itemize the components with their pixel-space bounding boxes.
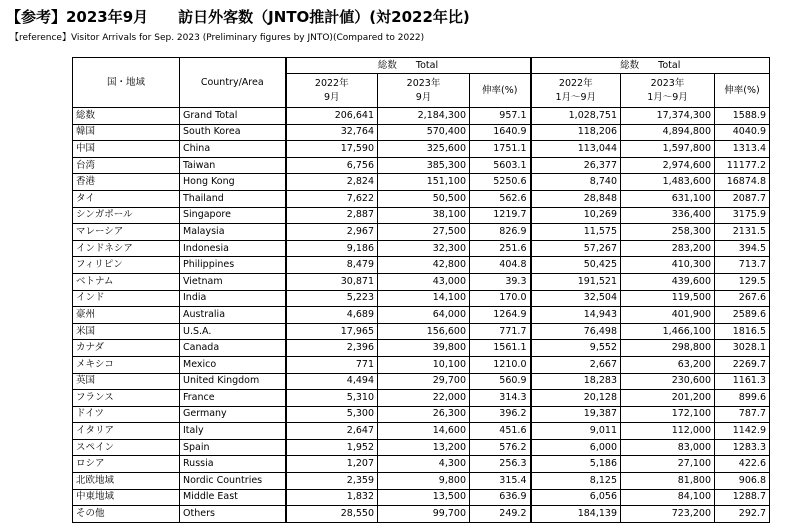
cell-y-rate: 267.6 [715, 290, 770, 307]
cell-y2022: 10,269 [531, 207, 621, 224]
cell-m2023: 64,000 [378, 307, 470, 324]
cell-m2023: 13,200 [378, 439, 470, 456]
cell-y2022: 6,000 [531, 439, 621, 456]
cell-country-en: Philippines [180, 257, 286, 274]
cell-y2022: 57,267 [531, 240, 621, 257]
cell-y2022: 113,044 [531, 141, 621, 158]
cell-y2022: 26,377 [531, 157, 621, 174]
cell-m2022: 17,590 [286, 141, 378, 158]
cell-m2022: 2,647 [286, 423, 378, 440]
cell-m2022: 30,871 [286, 273, 378, 290]
cell-m-rate: 1561.1 [470, 340, 531, 357]
cell-y-rate: 906.8 [715, 473, 770, 490]
cell-country-jp: 総数 [73, 108, 180, 125]
cell-y2023: 258,300 [621, 224, 715, 241]
cell-country-en: Mexico [180, 356, 286, 373]
table-row [73, 273, 770, 290]
cell-m-rate: 1219.7 [470, 207, 531, 224]
cell-y2022: 28,848 [531, 190, 621, 207]
cell-m-rate: 5250.6 [470, 174, 531, 191]
cell-m-rate: 1264.9 [470, 307, 531, 324]
page-title: 【参考】2023年9月 訪日外客数（JNTO推計値）(対2022年比) [6, 8, 470, 26]
header-row-group [73, 58, 770, 74]
cell-m-rate: 404.8 [470, 257, 531, 274]
cell-y2023: 283,200 [621, 240, 715, 257]
cell-country-en: Hong Kong [180, 174, 286, 191]
table-row [73, 506, 770, 523]
cell-y2022: 1,028,751 [531, 108, 621, 125]
table-row [73, 373, 770, 390]
cell-y-rate: 2131.5 [715, 224, 770, 241]
cell-m2022: 2,396 [286, 340, 378, 357]
table-row [73, 240, 770, 257]
cell-y2023: 81,800 [621, 473, 715, 490]
table-row [73, 307, 770, 324]
cell-y2022: 9,011 [531, 423, 621, 440]
cell-y2023: 172,100 [621, 406, 715, 423]
cell-m-rate: 396.2 [470, 406, 531, 423]
cell-m2023: 570,400 [378, 124, 470, 141]
cell-y2022: 184,139 [531, 506, 621, 523]
cell-y2022: 50,425 [531, 257, 621, 274]
cell-y-rate: 4040.9 [715, 124, 770, 141]
table-row [73, 473, 770, 490]
header-group-ytd: 総数 Total [531, 58, 770, 74]
cell-country-jp: 中東地域 [73, 489, 180, 506]
cell-y2023: 439,600 [621, 273, 715, 290]
cell-country-jp: その他 [73, 506, 180, 523]
cell-y2023: 298,800 [621, 340, 715, 357]
cell-y-rate: 1161.3 [715, 373, 770, 390]
table-row [73, 456, 770, 473]
header-m2023: 2023年 9月 [378, 74, 470, 108]
cell-m2023: 29,700 [378, 373, 470, 390]
cell-m2022: 5,223 [286, 290, 378, 307]
page-subtitle: 【reference】Visitor Arrivals for Sep. 2023 (Preliminary figures by JNTO)(Compared to 2022) [10, 33, 425, 43]
cell-m2023: 14,100 [378, 290, 470, 307]
header-y2022: 2022年 1月～9月 [531, 74, 621, 108]
cell-m2023: 39,800 [378, 340, 470, 357]
table-row [73, 108, 770, 125]
header-m2022: 2022年 9月 [286, 74, 378, 108]
cell-m2023: 9,800 [378, 473, 470, 490]
cell-y2022: 5,186 [531, 456, 621, 473]
cell-m2023: 385,300 [378, 157, 470, 174]
cell-m2022: 8,479 [286, 257, 378, 274]
cell-m2022: 4,494 [286, 373, 378, 390]
table-row [73, 439, 770, 456]
cell-country-en: Middle East [180, 489, 286, 506]
header-country-en: Country/Area [180, 58, 286, 108]
cell-y2022: 18,283 [531, 373, 621, 390]
cell-y-rate: 292.7 [715, 506, 770, 523]
cell-m2022: 206,641 [286, 108, 378, 125]
table-row [73, 207, 770, 224]
cell-y2023: 119,500 [621, 290, 715, 307]
cell-m-rate: 636.9 [470, 489, 531, 506]
cell-m2022: 1,952 [286, 439, 378, 456]
table-row [73, 157, 770, 174]
cell-country-jp: マレーシア [73, 224, 180, 241]
cell-m-rate: 39.3 [470, 273, 531, 290]
cell-m2022: 2,824 [286, 174, 378, 191]
cell-y2023: 27,100 [621, 456, 715, 473]
cell-y2023: 410,300 [621, 257, 715, 274]
table-row [73, 290, 770, 307]
cell-y2023: 63,200 [621, 356, 715, 373]
cell-m2023: 2,184,300 [378, 108, 470, 125]
cell-m-rate: 576.2 [470, 439, 531, 456]
cell-m2023: 43,000 [378, 273, 470, 290]
cell-y2022: 6,056 [531, 489, 621, 506]
cell-m-rate: 170.0 [470, 290, 531, 307]
cell-y2023: 1,466,100 [621, 323, 715, 340]
cell-country-en: Taiwan [180, 157, 286, 174]
cell-y2022: 20,128 [531, 390, 621, 407]
cell-m-rate: 249.2 [470, 506, 531, 523]
cell-m-rate: 957.1 [470, 108, 531, 125]
cell-m2022: 771 [286, 356, 378, 373]
cell-y2023: 2,974,600 [621, 157, 715, 174]
table-row [73, 124, 770, 141]
cell-m2023: 10,100 [378, 356, 470, 373]
cell-country-jp: フィリピン [73, 257, 180, 274]
cell-y2022: 2,667 [531, 356, 621, 373]
cell-y2023: 1,483,600 [621, 174, 715, 191]
cell-m2022: 5,300 [286, 406, 378, 423]
header-m-rate: 伸率(%) [470, 74, 531, 108]
cell-y2023: 4,894,800 [621, 124, 715, 141]
table-row [73, 257, 770, 274]
cell-m2023: 26,300 [378, 406, 470, 423]
header-country-jp: 国・地域 [73, 58, 180, 108]
cell-m2022: 1,207 [286, 456, 378, 473]
cell-country-en: United Kingdom [180, 373, 286, 390]
cell-m2023: 38,100 [378, 207, 470, 224]
cell-y2023: 17,374,300 [621, 108, 715, 125]
cell-y-rate: 1283.3 [715, 439, 770, 456]
cell-country-en: U.S.A. [180, 323, 286, 340]
cell-country-en: Thailand [180, 190, 286, 207]
cell-y2022: 14,943 [531, 307, 621, 324]
cell-m2023: 151,100 [378, 174, 470, 191]
cell-y2022: 8,125 [531, 473, 621, 490]
cell-y-rate: 394.5 [715, 240, 770, 257]
cell-y-rate: 2589.6 [715, 307, 770, 324]
cell-y2023: 112,000 [621, 423, 715, 440]
header-group-monthly: 総数 Total [286, 58, 531, 74]
cell-country-jp: インドネシア [73, 240, 180, 257]
cell-country-en: Singapore [180, 207, 286, 224]
cell-y-rate: 2269.7 [715, 356, 770, 373]
cell-m-rate: 256.3 [470, 456, 531, 473]
cell-country-jp: 米国 [73, 323, 180, 340]
cell-country-jp: メキシコ [73, 356, 180, 373]
cell-m-rate: 314.3 [470, 390, 531, 407]
cell-m-rate: 1751.1 [470, 141, 531, 158]
cell-country-en: Spain [180, 439, 286, 456]
cell-m2022: 4,689 [286, 307, 378, 324]
table-row [73, 390, 770, 407]
cell-y2023: 336,400 [621, 207, 715, 224]
cell-m2023: 50,500 [378, 190, 470, 207]
cell-y-rate: 2087.7 [715, 190, 770, 207]
cell-country-jp: インド [73, 290, 180, 307]
cell-m2023: 4,300 [378, 456, 470, 473]
cell-y-rate: 16874.8 [715, 174, 770, 191]
cell-country-en: India [180, 290, 286, 307]
cell-y2022: 32,504 [531, 290, 621, 307]
cell-y2023: 723,200 [621, 506, 715, 523]
table-row [73, 174, 770, 191]
cell-y-rate: 3175.9 [715, 207, 770, 224]
cell-country-jp: カナダ [73, 340, 180, 357]
cell-m2023: 42,800 [378, 257, 470, 274]
cell-y-rate: 899.6 [715, 390, 770, 407]
cell-m-rate: 451.6 [470, 423, 531, 440]
cell-y-rate: 1588.9 [715, 108, 770, 125]
cell-country-en: Italy [180, 423, 286, 440]
cell-country-jp: タイ [73, 190, 180, 207]
cell-country-jp: ロシア [73, 456, 180, 473]
table-row [73, 323, 770, 340]
cell-y-rate: 1816.5 [715, 323, 770, 340]
cell-m2022: 17,965 [286, 323, 378, 340]
cell-y-rate: 713.7 [715, 257, 770, 274]
cell-country-en: China [180, 141, 286, 158]
cell-m2023: 27,500 [378, 224, 470, 241]
table-row [73, 224, 770, 241]
cell-country-en: Germany [180, 406, 286, 423]
cell-y2022: 191,521 [531, 273, 621, 290]
cell-m-rate: 826.9 [470, 224, 531, 241]
cell-m2022: 2,967 [286, 224, 378, 241]
cell-y-rate: 1288.7 [715, 489, 770, 506]
cell-y2023: 84,100 [621, 489, 715, 506]
cell-country-jp: シンガポール [73, 207, 180, 224]
cell-y2023: 230,600 [621, 373, 715, 390]
cell-y-rate: 129.5 [715, 273, 770, 290]
cell-y2023: 1,597,800 [621, 141, 715, 158]
header-y2023: 2023年 1月～9月 [621, 74, 715, 108]
cell-m2022: 28,550 [286, 506, 378, 523]
cell-y2022: 19,387 [531, 406, 621, 423]
cell-country-jp: イタリア [73, 423, 180, 440]
cell-m2023: 32,300 [378, 240, 470, 257]
cell-m2023: 325,600 [378, 141, 470, 158]
cell-country-en: Others [180, 506, 286, 523]
table-row [73, 340, 770, 357]
cell-m2022: 2,359 [286, 473, 378, 490]
cell-country-jp: 香港 [73, 174, 180, 191]
cell-country-jp: 英国 [73, 373, 180, 390]
cell-m-rate: 771.7 [470, 323, 531, 340]
cell-m2022: 6,756 [286, 157, 378, 174]
cell-country-jp: 韓国 [73, 124, 180, 141]
cell-m-rate: 562.6 [470, 190, 531, 207]
cell-m2023: 22,000 [378, 390, 470, 407]
cell-y2023: 83,000 [621, 439, 715, 456]
cell-country-jp: フランス [73, 390, 180, 407]
cell-country-en: South Korea [180, 124, 286, 141]
cell-y2023: 201,200 [621, 390, 715, 407]
cell-y-rate: 3028.1 [715, 340, 770, 357]
cell-country-jp: 北欧地域 [73, 473, 180, 490]
cell-m2022: 32,764 [286, 124, 378, 141]
cell-m2022: 5,310 [286, 390, 378, 407]
cell-y2022: 11,575 [531, 224, 621, 241]
table-row [73, 356, 770, 373]
cell-country-en: Russia [180, 456, 286, 473]
cell-y2022: 9,552 [531, 340, 621, 357]
cell-country-jp: 台湾 [73, 157, 180, 174]
cell-y-rate: 422.6 [715, 456, 770, 473]
table-row [73, 423, 770, 440]
table-row [73, 489, 770, 506]
arrivals-table [72, 57, 770, 523]
cell-m2023: 13,500 [378, 489, 470, 506]
cell-m-rate: 560.9 [470, 373, 531, 390]
cell-country-jp: ドイツ [73, 406, 180, 423]
cell-y2022: 76,498 [531, 323, 621, 340]
cell-y-rate: 787.7 [715, 406, 770, 423]
cell-m-rate: 1210.0 [470, 356, 531, 373]
table-row [73, 406, 770, 423]
cell-country-en: Australia [180, 307, 286, 324]
cell-y2022: 8,740 [531, 174, 621, 191]
table-row [73, 141, 770, 158]
cell-country-jp: 豪州 [73, 307, 180, 324]
cell-country-en: Vietnam [180, 273, 286, 290]
cell-m2023: 14,600 [378, 423, 470, 440]
cell-country-en: Malaysia [180, 224, 286, 241]
cell-y2022: 118,206 [531, 124, 621, 141]
cell-m2023: 156,600 [378, 323, 470, 340]
cell-y2023: 631,100 [621, 190, 715, 207]
cell-country-en: Nordic Countries [180, 473, 286, 490]
cell-m-rate: 315.4 [470, 473, 531, 490]
cell-country-jp: ベトナム [73, 273, 180, 290]
cell-m2022: 1,832 [286, 489, 378, 506]
cell-m-rate: 1640.9 [470, 124, 531, 141]
cell-m2022: 2,887 [286, 207, 378, 224]
cell-country-jp: スペイン [73, 439, 180, 456]
cell-country-en: Canada [180, 340, 286, 357]
cell-y-rate: 11177.2 [715, 157, 770, 174]
cell-m-rate: 251.6 [470, 240, 531, 257]
cell-country-en: Grand Total [180, 108, 286, 125]
cell-y2023: 401,900 [621, 307, 715, 324]
cell-m2023: 99,700 [378, 506, 470, 523]
cell-m2022: 9,186 [286, 240, 378, 257]
cell-country-jp: 中国 [73, 141, 180, 158]
cell-country-en: France [180, 390, 286, 407]
table-row [73, 190, 770, 207]
cell-y-rate: 1142.9 [715, 423, 770, 440]
cell-m2022: 7,622 [286, 190, 378, 207]
header-y-rate: 伸率(%) [715, 74, 770, 108]
cell-m-rate: 5603.1 [470, 157, 531, 174]
cell-y-rate: 1313.4 [715, 141, 770, 158]
cell-country-en: Indonesia [180, 240, 286, 257]
